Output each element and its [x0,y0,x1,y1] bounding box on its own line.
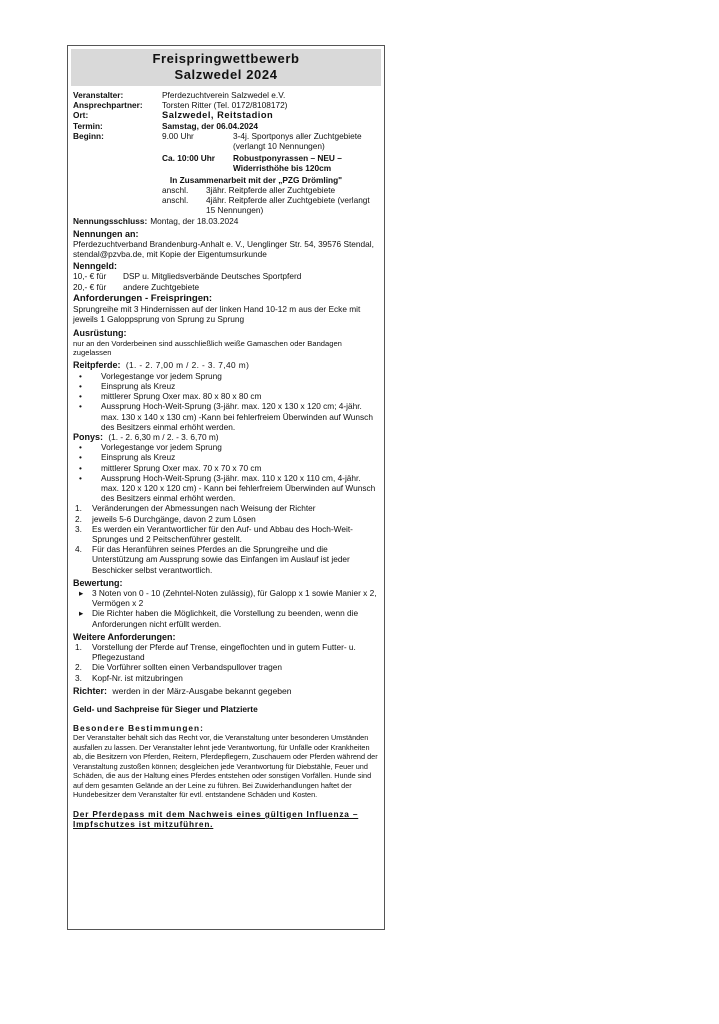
list-item [73,524,379,544]
list-item [73,673,379,683]
fee-row [73,282,379,292]
list-item: • Vorlegestange vor jedem Sprung [73,442,379,452]
item-text: Die Vorführer sollten einen Verbandspullover tragen [92,662,283,673]
schedule-text: Robustponyrassen – NEU – Widerristhöhe bis 120cm [233,153,342,174]
item-number: 2. [75,662,82,673]
preise-note: Geld- und Sachpreise für Sieger und Platzierte [73,703,258,714]
richter-row [73,686,379,696]
ansprech-label: Ansprechpartner: [73,100,143,111]
list-item: ▸ Die Richter haben die Möglichkeit, die Vorstellung zu beenden, wenn die Anforderungen nicht erfüllt werden. [73,608,379,628]
nennschluss-label: Nennungsschluss: [73,216,148,227]
beginn-schedule [162,131,379,174]
ponys-list [73,442,379,503]
bewertung-list [73,588,379,629]
item-number: 4. [75,544,82,555]
besondere-heading: Besondere Bestimmungen: [73,723,204,734]
nenngeld-heading: Nenngeld: [73,261,117,272]
item-text: Für das Heranführen seines Pferdes an die Sprungreihe und die Unterstützung am Aussprung sowie das Einfangen im Auslauf ist jeder Beschicker selbst verantwortlich. [92,544,350,575]
fee-text: DSP u. Mitgliedsverbände Deutsches Sportpferd [123,271,302,282]
bewertung-heading: Bewertung: [73,577,123,588]
flyer-frame [67,45,385,930]
reitpferde-distances: (1. - 2. 7,00 m / 2. - 3. 7,40 m) [125,360,250,371]
schedule-item [162,153,379,173]
list-item: • Aussprung Hoch-Weit-Sprung (3-jähr. max. 120 x 130 x 120 cm; 4-jähr. max. 130 x 140 x 130 cm) -Kann bei fehlerfreiem Überwinden auf Wunsch des Besitzers einmal erhöht werden. [73,401,379,432]
besondere-text: Der Veranstalter behält sich das Recht vor, die Veranstaltung unter besonderen Umständen ausfallen zu lassen. Der Veranstalter lehnt jede Verantwortung, für Unfälle oder Krankheiten ab, die Besitzern von Pferden, Reitern, Pferdepflegern, Zuschauern oder Pferden während der Veranstaltung zustoßen können; desgleichen jede Verantwortung für Diebstähle, Feuer und Schäden, die aus der Haltung eines Pferdes entstehen oder sonstigen Vorfällen. Hunde sind auf dem gesamten Gelände an der Leine zu führen. Bei Zuwiderhandlungen haftet der Hundebesitzer dem Veranstalter für evtl. entstandene Schäden und Kosten. [73,733,378,800]
schedule-time: 9.00 Uhr [162,130,194,141]
schedule-item [73,195,379,215]
reitpferde-list [73,371,379,432]
beginn-row [73,131,379,174]
item-number: 2. [75,513,82,524]
item-number: 3. [75,523,82,534]
item-text: Veränderungen der Abmessungen nach Weisung der Richter [92,503,316,514]
ponys-heading: Ponys: [73,431,104,442]
schedule-time: anschl. [162,195,189,206]
beginn-label: Beginn: [73,130,104,141]
ort-value: Salzwedel, Reitstadion [162,110,274,121]
ort-row [73,110,379,120]
list-item [73,642,379,662]
list-item: • Einsprung als Kreuz [73,452,379,462]
title-box [71,49,381,86]
ansprech-row [73,100,379,110]
schedule-text: 4jähr. Reitpferde aller Zuchtgebiete (verlangt 15 Nennungen) [206,195,370,216]
item-number: 1. [75,503,82,514]
termin-row [73,121,379,131]
veranstalter-value: Pferdezuchtverein Salzwedel e.V. [162,90,286,100]
anforderungen-text: Sprungreihe mit 3 Hindernissen auf der linken Hand 10-12 m aus der Ecke mit jeweils 1 Galoppsprung von Sprung zu Sprung [73,304,361,325]
nennschluss-row [73,216,379,226]
list-item: • mittlerer Sprung Oxer max. 80 x 80 x 80 cm [73,391,379,401]
veranstalter-row [73,90,379,100]
list-item: • Aussprung Hoch-Weit-Sprung (3-jähr. max. 110 x 120 x 110 cm, 4-jähr. max. 120 x 120 x 120 cm) - Kann bei fehlerfreiem Überwinden auf Wunsch des Besitzers einmal erhöht werden. [73,473,379,504]
ponys-distances: (1. - 2. 6,30 m / 2. - 3. 6,70 m) [108,431,219,442]
list-item: • Einsprung als Kreuz [73,381,379,391]
list-item [73,662,379,672]
anforderungen-heading: Anforderungen - Freispringen: [73,292,213,304]
list-item: • Vorlegestange vor jedem Sprung [73,371,379,381]
schedule-text: 3jähr. Reitpferde aller Zuchtgebiete [206,184,336,195]
item-number: 1. [75,641,82,652]
list-item [73,503,379,513]
item-text: Es werden ein Verantwortlicher für den Auf- und Abbau des Hoch-Weit-Sprunges und 2 Peitschenführer gestellt. [92,523,353,544]
schedule-item [162,131,379,151]
veranstalter-label: Veranstalter: [73,90,124,100]
list-item: • mittlerer Sprung Oxer max. 70 x 70 x 70 cm [73,463,379,473]
title-line-2: Salzwedel 2024 [174,67,278,82]
item-text: Vorstellung der Pferde auf Trense, eingeflochten und in gutem Futter- u. Pflegezustand [92,641,356,663]
nennungen-text: Pferdezuchtverband Brandenburg-Anhalt e. V., Uenglinger Str. 54, 39576 Stendal, stendal@pzvba.de, mit Kopie der Eigentumsurkunde [73,238,374,260]
fee-amount: 20,- € für [73,281,107,292]
item-text: jeweils 5-6 Durchgänge, davon 2 zum Lösen [92,513,256,524]
nennschluss-value: Montag, der 18.03.2024 [150,216,239,227]
list-item: ▸ 3 Noten von 0 - 10 (Zehntel-Noten zulässig), für Galopp x 1 sowie Manier x 2, Vermögen x 2 [73,588,379,608]
richter-label: Richter: [73,685,108,696]
fee-text: andere Zuchtgebiete [123,281,200,292]
flyer-content [71,86,381,830]
schedule-time: anschl. [162,184,189,195]
cooperation-note: In Zusammenarbeit mit der „PZG Drömling" [169,174,343,185]
ponys-header [73,432,379,442]
schedule-text: 3-4j. Sportponys aller Zuchtgebiete (verlangt 10 Nennungen) [233,130,362,152]
fee-amount: 10,- € für [73,271,107,282]
ausruestung-text: nur an den Vorderbeinen sind ausschließlich weiße Gamaschen oder Bandagen zugelassen [73,338,342,358]
termin-value: Samstag, der 06.04.2024 [162,120,258,131]
list-item [73,514,379,524]
schedule-item [73,185,379,195]
nennungen-heading: Nennungen an: [73,228,139,239]
ausruestung-heading: Ausrüstung: [73,328,127,339]
fee-row [73,271,379,281]
schedule-time: Ca. 10:00 Uhr [162,153,216,164]
list-item [73,544,379,575]
title-line-1: Freispringwettbewerb [152,51,300,66]
weitere-list [73,642,379,683]
rules-list [73,503,379,574]
termin-label: Termin: [73,120,103,131]
reitpferde-heading: Reitpferde: [73,360,121,371]
richter-text: werden in der März-Ausgabe bekannt gegeben [112,685,292,696]
item-number: 3. [75,672,82,683]
ansprech-value: Torsten Ritter (Tel. 0172/8108172) [162,100,288,111]
ort-label: Ort: [73,110,89,121]
weitere-heading: Weitere Anforderungen: [73,631,176,642]
pferdepass-note: Der Pferdepass mit dem Nachweis eines gültigen Influenza – Impfschutzes ist mitzuführen. [73,808,359,830]
reitpferde-header [73,360,379,370]
item-text: Kopf-Nr. ist mitzubringen [92,672,183,683]
